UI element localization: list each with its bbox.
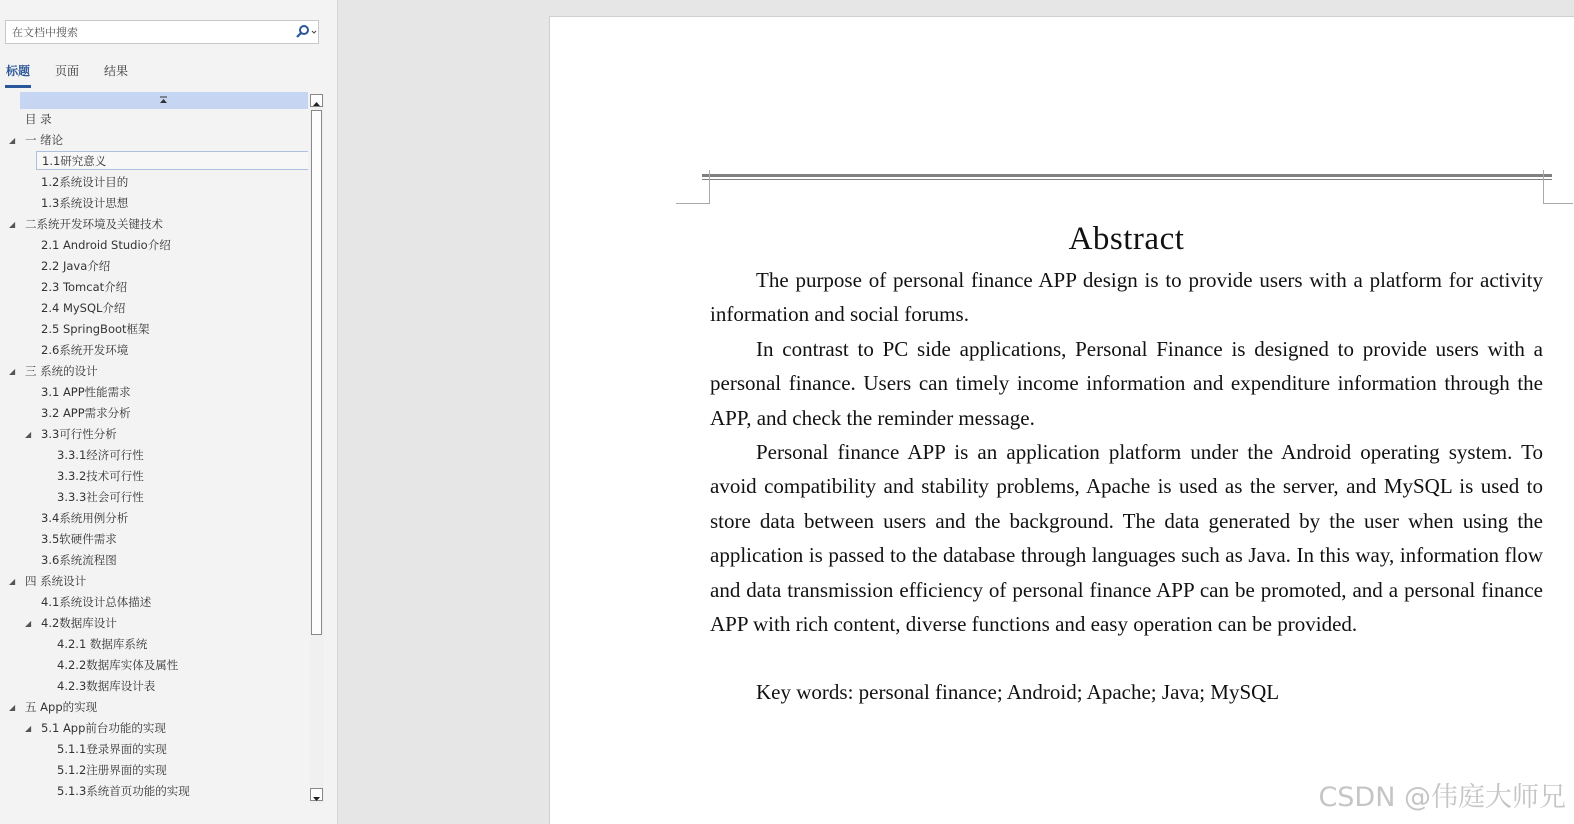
tree-item[interactable] <box>0 151 308 172</box>
tree-item[interactable] <box>0 613 308 634</box>
expand-toggle-icon[interactable]: ◢ <box>25 619 32 628</box>
expand-toggle-icon[interactable]: ◢ <box>25 430 32 439</box>
tab-results[interactable]: 结果 <box>103 64 128 78</box>
tree-item-label: 3.4系统用例分析 <box>41 511 129 525</box>
header-rule-thin <box>702 179 1552 180</box>
tree-item[interactable] <box>0 319 308 340</box>
search-icon <box>288 21 318 43</box>
document-page[interactable] <box>549 16 1574 824</box>
tree-item-label: 4.2.1 数据库系统 <box>57 637 148 651</box>
tree-item-label: 五 App的实现 <box>25 700 98 714</box>
search-box <box>5 20 319 44</box>
tree-item-label: 3.6系统流程图 <box>41 553 117 567</box>
tree-item-label: 4.2数据库设计 <box>41 616 117 630</box>
tab-headings[interactable]: 标题 <box>5 62 31 88</box>
tree-item-label: 2.6系统开发环境 <box>41 343 129 357</box>
paragraph: In contrast to PC side applications, Personal Finance is designed to provide users with a personal finance. Users can timely income information and expenditure information through the APP, and check the reminder message. <box>710 336 1543 430</box>
tree-item[interactable] <box>0 298 308 319</box>
tree-item-label: 目 录 <box>25 112 52 126</box>
margin-corner-mark <box>676 203 710 204</box>
tree-item[interactable] <box>0 529 308 550</box>
abstract-title: Abstract <box>1068 221 1185 257</box>
tree-item[interactable] <box>0 592 308 613</box>
tree-item-label: 5.1.1登录界面的实现 <box>57 742 167 756</box>
expand-toggle-icon[interactable]: ◢ <box>9 703 16 712</box>
tree-item-label: 3.3.1经济可行性 <box>57 448 144 462</box>
scroll-down-button[interactable] <box>310 788 323 801</box>
tree-item[interactable] <box>0 235 308 256</box>
tree-item[interactable] <box>0 214 308 235</box>
tree-item-label: 5.1 App前台功能的实现 <box>41 721 166 735</box>
tree-item-label: 2.3 Tomcat介绍 <box>41 280 128 294</box>
tree-item-label: 3.1 APP性能需求 <box>41 385 131 399</box>
tree-item[interactable] <box>0 739 308 760</box>
margin-corner-mark <box>1543 203 1573 204</box>
tree-item[interactable] <box>0 130 308 151</box>
tree-item-label: 四 系统设计 <box>25 574 87 588</box>
tree-item-label: 4.2.2数据库实体及属性 <box>57 658 179 672</box>
tree-item[interactable] <box>0 361 308 382</box>
tree-item[interactable] <box>0 256 308 277</box>
tree-item[interactable] <box>0 382 308 403</box>
tree-item[interactable] <box>0 718 308 739</box>
search-input[interactable] <box>6 21 292 43</box>
tree-item[interactable] <box>0 403 308 424</box>
collapse-up-icon <box>20 92 308 109</box>
scroll-thumb[interactable] <box>311 110 322 635</box>
tree-item-label: 2.1 Android Studio介绍 <box>41 238 171 252</box>
tree-item[interactable] <box>0 466 308 487</box>
tree-item-label: 二系统开发环境及关键技术 <box>25 217 163 231</box>
document-body <box>710 215 1543 730</box>
tree-item-label: 1.2系统设计目的 <box>41 175 129 189</box>
nav-tabs <box>0 62 338 88</box>
navigation-pane <box>0 0 338 824</box>
tab-pages[interactable]: 页面 <box>54 64 79 78</box>
expand-toggle-icon[interactable]: ◢ <box>25 724 32 733</box>
scroll-up-button[interactable] <box>310 94 323 107</box>
tree-item[interactable] <box>0 655 308 676</box>
search-button[interactable] <box>288 21 318 43</box>
tree-item[interactable] <box>0 193 308 214</box>
tree-item-label: 1.1研究意义 <box>36 151 308 170</box>
tree-item-label: 3.3.2技术可行性 <box>57 469 144 483</box>
document-area <box>339 0 1574 824</box>
header-rule <box>702 174 1552 177</box>
expand-toggle-icon[interactable]: ◢ <box>9 136 16 145</box>
tree-item[interactable] <box>0 424 308 445</box>
tree-item[interactable] <box>0 550 308 571</box>
tree-item[interactable] <box>0 487 308 508</box>
tree-item[interactable] <box>0 571 308 592</box>
expand-toggle-icon[interactable]: ◢ <box>9 220 16 229</box>
tree-item-label: 3.2 APP需求分析 <box>41 406 131 420</box>
tree-list <box>0 109 308 804</box>
margin-corner-mark <box>1543 170 1544 204</box>
watermark: CSDN @伟庭大师兄 <box>1318 782 1566 813</box>
tree-item-label: 4.1系统设计总体描述 <box>41 595 152 609</box>
tree-item-label: 一 绪论 <box>25 133 64 147</box>
heading-tree <box>0 92 338 804</box>
keywords-line: Key words: personal finance; Android; Apache; Java; MySQL <box>756 680 1280 705</box>
arrow-down-icon <box>311 793 322 804</box>
tree-item-label: 1.3系统设计思想 <box>41 196 129 210</box>
tree-item-label: 3.3可行性分析 <box>41 427 117 441</box>
tree-item[interactable] <box>0 172 308 193</box>
paragraph: Personal finance APP is an application platform under the Android operating system. To avoid compatibility and stability problems, Apache is used as the server, and MySQL is used to store data between users and the background. The data generated by the user when using the application is passed to the database through languages such as Java. In this way, information flow and data transmission efficiency of personal finance APP can be promoted, and a personal finance APP with rich content, diverse functions and easy operation can be provided. <box>710 440 1543 637</box>
tree-item-label: 三 系统的设计 <box>25 364 98 378</box>
tree-item[interactable] <box>0 760 308 781</box>
tree-item[interactable] <box>0 340 308 361</box>
paragraph: The purpose of personal finance APP design is to provide users with a platform for activity information and social forums. <box>710 268 1543 327</box>
margin-corner-mark <box>709 170 710 204</box>
tree-item-label: 2.2 Java介绍 <box>41 259 111 273</box>
tree-item-label: 5.1.2注册界面的实现 <box>57 763 167 777</box>
tree-item[interactable] <box>0 445 308 466</box>
expand-toggle-icon[interactable]: ◢ <box>9 577 16 586</box>
tree-item[interactable] <box>0 508 308 529</box>
expand-toggle-icon[interactable]: ◢ <box>9 367 16 376</box>
tree-item-label: 4.2.3数据库设计表 <box>57 679 156 693</box>
tree-item[interactable] <box>0 277 308 298</box>
tree-item[interactable] <box>0 697 308 718</box>
tree-item-label: 2.5 SpringBoot框架 <box>41 322 150 336</box>
tree-item-label: 3.3.3社会可行性 <box>57 490 144 504</box>
tree-scrollbar[interactable] <box>310 94 324 804</box>
tree-item-label: 5.1.3系统首页功能的实现 <box>57 784 190 798</box>
tree-item[interactable] <box>0 109 308 130</box>
tree-item[interactable] <box>0 676 308 697</box>
tree-collapse-bar[interactable] <box>20 92 308 109</box>
tree-item-label: 2.4 MySQL介绍 <box>41 301 126 315</box>
arrow-up-icon <box>311 99 322 110</box>
tree-item[interactable] <box>0 781 308 802</box>
tree-item-label: 3.5软硬件需求 <box>41 532 117 546</box>
tree-item[interactable] <box>0 634 308 655</box>
